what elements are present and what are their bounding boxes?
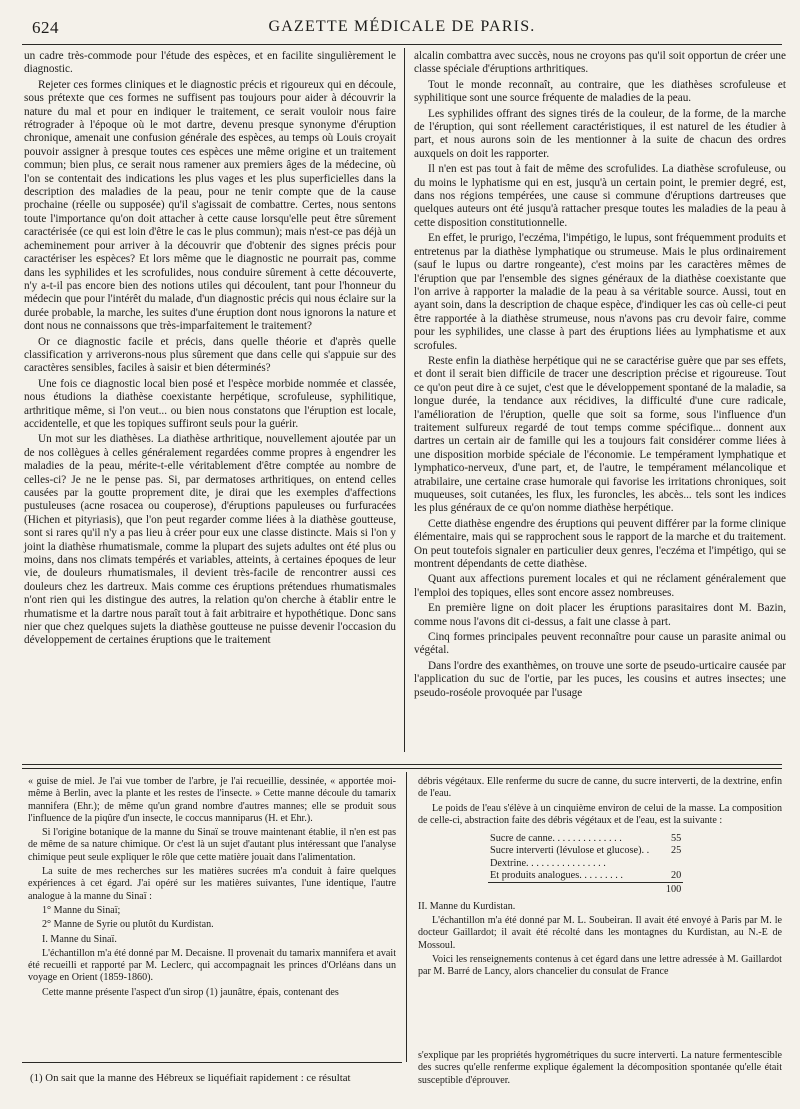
composition-label: Sucre interverti (lévulose et glucose). . (490, 845, 650, 857)
footnote-rule (22, 1062, 402, 1063)
composition-label: Sucre de canne. . . . . . . . . . . . . . (490, 833, 622, 845)
paragraph: s'explique par les propriétés hygrométriques du sucre interverti. La nature fermentescible des sucres qu'elle renferme explique également la décomposition spontanée qu'elle était susceptible d'éprouver. (418, 1050, 782, 1086)
paragraph: Les syphilides offrant des signes tirés de la couleur, de la forme, de la marche de l'éruption, qui sont réellement caractéristiques, il est naturel de les étudier à part, et nous aurons soin de les mentionner à la suite de chacun des ordres auxquels on doit les rapporter. (414, 107, 786, 160)
composition-value: 55 (670, 833, 682, 845)
journal-title: GAZETTE MÉDICALE DE PARIS. (268, 18, 536, 35)
header-rule (22, 44, 782, 45)
table-row-total (488, 883, 683, 897)
footnote: (1) On sait que la manne des Hébreux se liquéfiait rapidement : ce résultat (30, 1072, 351, 1084)
section-rule (22, 764, 782, 765)
page-header (22, 12, 782, 42)
composition-value (651, 858, 683, 870)
paragraph: Il n'en est pas tout à fait de même des scrofulides. La diathèse scrofuleuse, ou du moins le lyphatisme qui en est, jusqu'à un certain point, le premier degré, est, dans nos régions tempérées, une cause si commune d'éruptions dartreuses que quelques auteurs ont été jusqu'à rattacher presque toutes les maladies de la peau à cette disposition constitutionnelle. (414, 163, 786, 229)
paragraph: Une fois ce diagnostic local bien posé et l'espèce morbide nommée et classée, nous étudions la diathèse coexistante herpétique, scrofuleuse, syphilitique, arthritique même, si l'on veut... ou bien nous constatons que l'éruption est locale, accidentelle, et que les topiques suffiront seuls pour la guérir. (24, 377, 396, 430)
paragraph: Rejeter ces formes cliniques et le diagnostic précis et rigoureux qui en découle, sous prétexte que ces formes ne suffisent pas toujours pour aider à découvrir la nature du mal et pour en indiquer le traitement, ce serait vouloir nous faire rétrograder à l'époque où le mot dartre, devenu presque synonyme d'éruption chronique, amenait une confusion générale des espèces, au temps où Louis croyait pouvoir assigner à presque toutes ces espèces une même origine et un traitement commun; bien plus, ce serait nous ramener aux premiers âges de la médecine, où l'on se contentait des indications les plus vages et les plus superficielles dans la description des maladies de la peau, pour ne tenir compte que de la cause prochaine (réelle ou supposée) qu'il s'agissait de combattre. Certes, nous sentons toute l'importance qu'on doit attacher à cette cause lorsqu'elle peut être sûrement caractérisée (ce qui est loin d'être le cas le plus commun); mais n'est-ce pas déjà un acheminement pour arriver à la découvrir que d'obtenir des signes précis pour caractériser les espèces? Et lors même que le diagnostic ne pourrait pas, comme dans les syphilides et les scrofulides, nous conduire sûrement à cette découverte, n'y a-t-il pas encore bien des notions utiles qui découlent, tant pour l'honneur du médecin que pour l'intérêt du malade, d'un diagnostic précis qui nous éclaire sur la durée probable, la marche, les suites d'une éruption dont nous ignorons la nature et dont nous ne connaissons que très-imparfaitement le traitement? (24, 78, 396, 333)
paragraph: Cette manne présente l'aspect d'un sirop (1) jaunâtre, épais, contenant des (42, 986, 339, 998)
composition-label: Dextrine. . . . . . . . . . . . . . . . (490, 857, 606, 869)
composition-value: 25 (670, 845, 682, 857)
paragraph: Si l'origine botanique de la manne du Sinaï se trouve maintenant établie, il n'en est pas de même de sa nature chimique. Or c'est là un sujet d'autant plus intéressant que l'analyse chimique peut seule expliquer le rôle que cette matière jouait dans l'alimentation. (28, 827, 396, 863)
composition-table (488, 833, 782, 896)
list-item: 1° Manne du Sinaï; (42, 904, 121, 916)
paragraph: Or ce diagnostic facile et précis, dans quelle théorie et d'après quelle classification y arriverons-nous plus sûrement que dans celle qui s'appuie sur des caractères sensibles, faciles à saisir et bien déterminés? (24, 335, 396, 375)
paragraph: La suite de mes recherches sur les matières sucrées m'a conduit à faire quelques expériences à cet égard. J'ai opéré sur les matières suivantes, l'une identique, l'autre analogue à la manne du Sinaï : (28, 866, 396, 902)
lower-left-column (28, 776, 396, 1056)
upper-left-column (24, 50, 396, 750)
lower-right-column (418, 776, 782, 1056)
paragraph: « guise de miel. Je l'ai vue tomber de l'arbre, je l'ai recueillie, dessinée, « apportée moi-même à Berlin, avec la plante et les restes de l'insecte. » Cette manne découle du tamarix mannifera (Ehr.); de même qu'un grand nombre d'autres mannes; elle se produit sous l'influence de la piqûre d'un insecte, le coccus manniparus (H. et Ehr.). (28, 776, 396, 824)
paragraph: En effet, le prurigo, l'eczéma, l'impétigo, le lupus, sont fréquemment produits et entretenus par la diathèse lymphatique ou strumeuse. Mais le plus ordinairement (sauf le lupus ou dartre rongeante), c'est moins par les caractères mêmes de l'éruption que par l'ensemble des signes généraux de la diathèse coexistante que l'on arrive à rapporter la maladie de la peau à sa véritable source. Aussi, tout en ayant soin, dans la description de chaque espèce, d'indiquer les cas où celle-ci peut être rapportée à la diathèse strumeuse, nous n'avons pas cru devoir faire, comme pour les syphilides, une classe à part des éruptions liées au lymphatisme et aux scrofules. (414, 232, 786, 352)
composition-label: Et produits analogues. . . . . . . . . (490, 870, 623, 882)
page-number: 624 (32, 18, 59, 37)
paragraph: Quant aux affections purement locales et qui ne réclament généralement que l'emploi des topiques, elles sont encore assez nombreuses. (414, 573, 786, 599)
paragraph: Dans l'ordre des exanthèmes, on trouve une sorte de pseudo-urticaire causée par l'application du suc de l'ortie, par les puces, les cousins et autres insectes; une pseudo-roséole provoquée par l'usage (414, 659, 787, 699)
paragraph: Cette diathèse engendre des éruptions qui peuvent différer par la forme clinique élémentaire, mais qui se rapprochent sous le rapport de la marche et du traitement. On peut toutefois signaler en particulier deux genres, l'eczéma et l'impétigo, qui se montrent dépendants de cette diathèse. (414, 517, 786, 571)
paragraph: Tout le monde reconnaît, au contraire, que les diathèses scrofuleuse et syphilitique sont une source fréquente de maladies de la peau. (414, 78, 786, 105)
upper-right-column (414, 50, 786, 750)
table-row (488, 845, 683, 857)
paragraph: L'échantillon m'a été donné par M. Decaisne. Il provenait du tamarix mannifera et avait été recueilli et rapporté par M. Leclerc, qui accompagnait les princes d'Orléans dans un voyage en Orient (1859-1860). (28, 947, 396, 984)
list-item: 2° Manne de Syrie ou plutôt du Kurdistan. (42, 919, 214, 931)
table-row (488, 833, 683, 845)
lower-column-divider (406, 772, 407, 1062)
paragraph: L'échantillon m'a été donné par M. L. Soubeiran. Il avait été envoyé à Paris par M. le docteur Gaillardot; il avait été récolté dans les montagnes du Kurdistan, au N.-E de Mossoul. (418, 914, 782, 951)
section-rule-thin (22, 768, 782, 769)
table-row (488, 858, 683, 870)
paragraph: Cinq formes principales peuvent reconnaître pour cause un parasite animal ou végétal. (414, 631, 786, 657)
paragraph: un cadre très-commode pour l'étude des espèces, et en facilite singulièrement le diagnostic. (24, 50, 396, 76)
paragraph: Un mot sur les diathèses. La diathèse arthritique, nouvellement ajoutée par un de nos collègues à celles généralement regardées comme propres à engendrer les maladies de la peau, mérite-t-elle véritablement d'être comptée au nombre de celles-ci? Je ne le pense pas. Si, par dermatoses arthritiques, on entend celles causées par la goutte proprement dite, je dirai que les exemples d'affections pustuleuses (acne rosacea ou couperose), d'éruptions papuleuses ou furfuracées (Hichen et pityriasis), que l'on peut regarder comme liées à la diathèse goutteuse, sont si rares qu'il n'y a pas lieu à créer pour eux une classe distincte. Mais si l'on y joint la diathèse rhumatismale, comme la plupart des sujets adultes ont été plus ou moins, dans nos climats tempérés et variables, atteints, à certaines époques de leur vie, de douleurs rhumatismales, il devient très-facile de rencontrer aussi ces douleurs chez les dartreux. Mais comme ces éruptions prétendues rhumatismales n'ont rien qui les distingue des autres, la relation qu'on cherche à établir entre le rhumatisme et la dartre nous paraît tout à fait arbitraire et hypothétique. Donc sans nier que chez quelques sujets la diathèse goutteuse ne puisse devenir l'occasion du développement de certaines éruptions que le traitement (24, 433, 396, 647)
paragraph: alcalin combattra avec succès, nous ne croyons pas qu'il soit opportun de créer une classe spéciale d'éruptions arthritiques. (414, 50, 786, 76)
composition-value: 20 (670, 870, 682, 882)
paragraph: Voici les renseignements contenus à cet égard dans une lettre adressée à M. Gaillardot par M. Barré de Lancy, alors chancelier du consulat de France (418, 953, 782, 978)
composition-total-label (488, 883, 651, 897)
paragraph: Le poids de l'eau s'élève à un cinquième environ de celui de la masse. La composition de celle-ci, abstraction faite des débris végétaux et de l'eau, est la suivante : (418, 802, 782, 826)
section-heading: II. Manne du Kurdistan. (418, 900, 516, 912)
section-heading: I. Manne du Sinaï. (42, 933, 117, 945)
paragraph: Reste enfin la diathèse herpétique qui ne se caractérise guère que par ses effets, et dont il serait bien difficile de tracer une description précise et rigoureuse. Tout ce qu'on peut dire à ce sujet, c'est que le développement spontané de la maladie, sa longue durée, la tendance aux récidives, la difficulté d'une cure radicale, l'amélioration de l'éruption, quelle que soit sa forme, sous l'influence d'un traitement sulfureux regardé de tout temps comme spécifique... donnent aux dartres un certain air de famille qui les a toujours fait considérer comme liées à une disposition morbide spéciale de l'économie. Le tempérament lymphatique et lymphatico-nerveux, d'une part, et, de l'autre, le tempérament mélancolique et atrabilaire, une certaine crase humorale qui favorise les irritations chroniques, soit muqueuses, soit cutanées, les flux, les furoncles, les abcès... tels sont les indices les plus généraux de ce qu'on nomme diathèse herpétique. (414, 354, 786, 515)
paragraph: débris végétaux. Elle renferme du sucre de canne, du sucre interverti, de la dextrine, enfin de l'eau. (418, 776, 782, 800)
paragraph: En première ligne on doit placer les éruptions parasitaires dont M. Bazin, comme nous l'avons dit ci-dessus, a fait une classe à part. (414, 602, 786, 628)
column-divider (404, 48, 405, 752)
table-row (488, 870, 683, 883)
composition-total: 100 (651, 883, 683, 897)
